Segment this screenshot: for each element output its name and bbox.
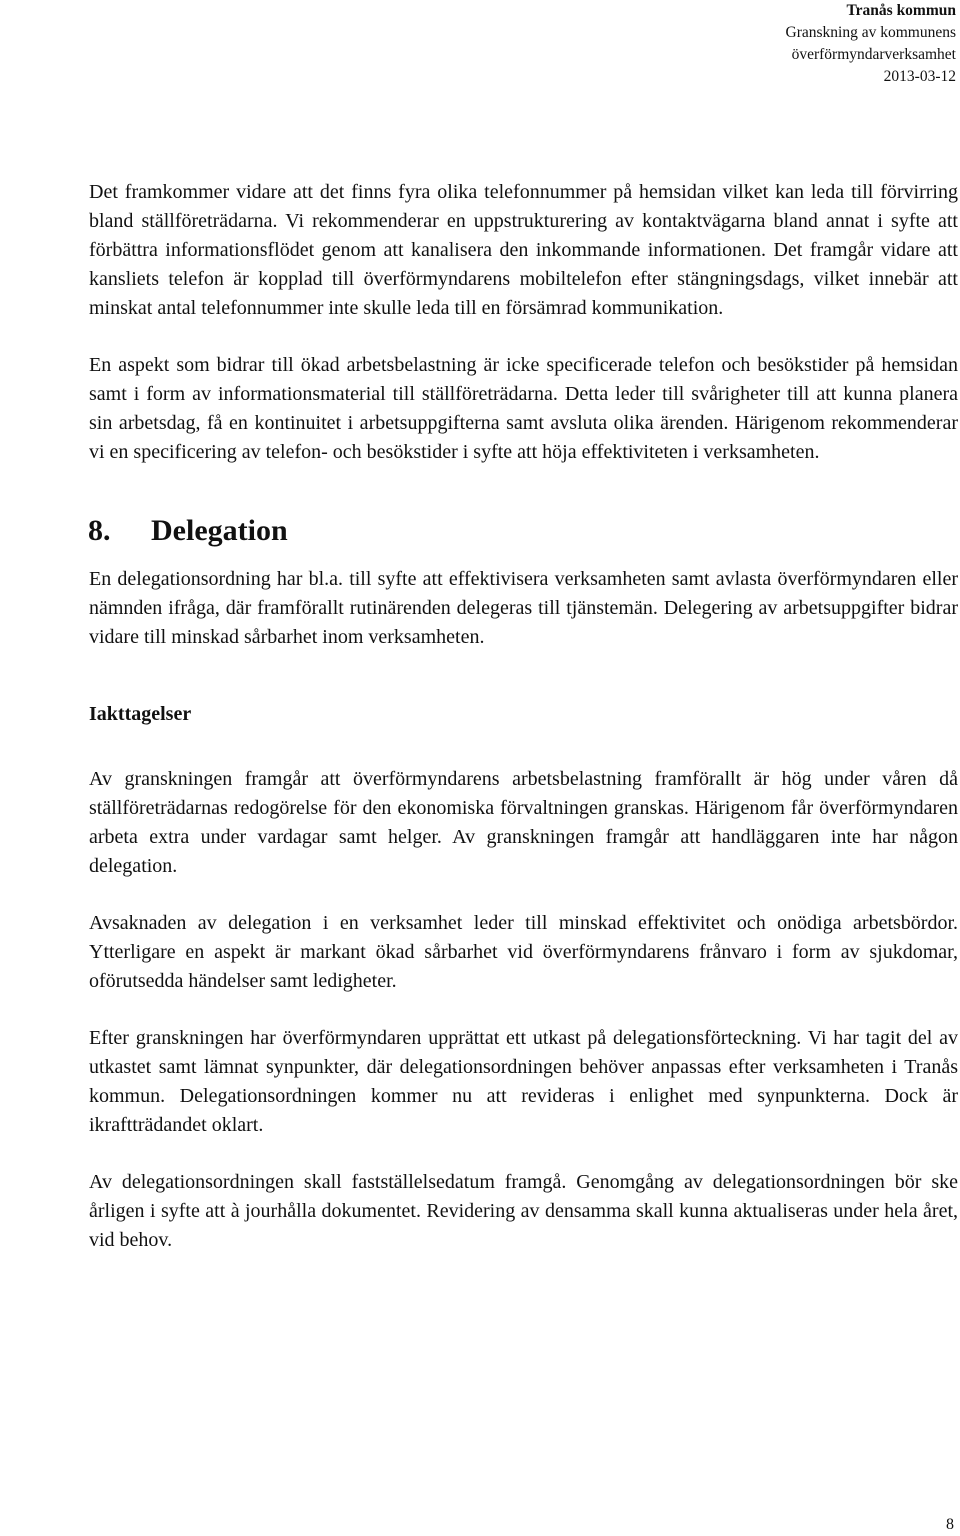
section-number: 8. (88, 514, 111, 547)
body-paragraph: Av delegationsordningen skall fastställelsedatum framgå. Genomgång av delegationsordningen bör ske årligen i syfte att à jourhålla dokumentet. Revidering av densamma skall kunna aktualiseras under hela året, vid behov. (89, 1171, 958, 1251)
section-intro-paragraph: En delegationsordning har bl.a. till syfte att effektivisera verksamheten samt avlasta överförmyndaren eller nämnden ifråga, där framförallt rutinärenden delegeras till tjänstemän. Delegering av arbetsuppgifter bidrar vidare till minskad sårbarhet inom verksamheten. (89, 568, 958, 648)
body-paragraph: Efter granskningen har överförmyndaren upprättat ett utkast på delegationsförteckning. Vi har tagit del av utkastet samt lämnat synpunkter, där delegationsordningen behöver anpassas efter verksamheten i Tranås kommun. Delegationsordningen kommer nu att revideras i enlighet med synpunkterna. Dock är ikraftträdandet oklart. (89, 1027, 958, 1136)
header-report-title-line-1: Granskning av kommunens (785, 24, 956, 41)
section-title: Delegation (151, 514, 288, 547)
body-paragraph: Av granskningen framgår att överförmyndarens arbetsbelastning framförallt är hög under våren då ställföreträdarnas redogörelse för den ekonomiska förvaltningen granskas. Härigenom får överförmyndaren arbeta extra under vardagar samt helger. Av granskningen framgår att handläggaren inte har någon delegation. (89, 768, 958, 877)
header-organization: Tranås kommun (846, 2, 956, 19)
body-paragraph: Avsaknaden av delegation i en verksamhet leder till minskad effektivitet och onödiga arbetsbördor. Ytterligare en aspekt är markant ökad sårbarhet vid överförmyndarens frånvaro i form av sjukdomar, oförutsedda händelser samt ledigheter. (89, 912, 958, 992)
document-body (89, 178, 958, 1283)
header-date: 2013-03-12 (883, 68, 956, 85)
subsection-heading: Iakttagelser (89, 703, 192, 725)
header-report-title-line-2: överförmyndarverksamhet (791, 46, 956, 63)
section-heading (88, 511, 958, 551)
body-paragraph: En aspekt som bidrar till ökad arbetsbelastning är icke specificerade telefon och besökstider på hemsidan samt i form av informationsmaterial till ställföreträdarna. Detta leder till svårigheter till att kunna planera sin arbetsdag, få en kontinuitet i arbetsuppgifterna samt avsluta olika ärenden. Härigenom rekommenderar vi en specificering av telefon- och besökstider i syfte att höja effektiviteten i verksamheten. (89, 354, 958, 463)
page-number: 8 (946, 1516, 954, 1533)
body-paragraph: Det framkommer vidare att det finns fyra olika telefonnummer på hemsidan vilket kan leda till förvirring bland ställföreträdarna. Vi rekommenderar en uppstrukturering av kontaktvägarna bland annat i syfte att förbättra informationsflödet genom att kanalisera den inkommande informationen. Det framgår vidare att kansliets telefon är kopplad till överförmyndarens mobiltelefon efter stängningsdags, vilket innebär att minskat antal telefonnummer inte skulle leda till en försämrad kommunikation. (89, 181, 958, 319)
page-header (786, 0, 956, 88)
